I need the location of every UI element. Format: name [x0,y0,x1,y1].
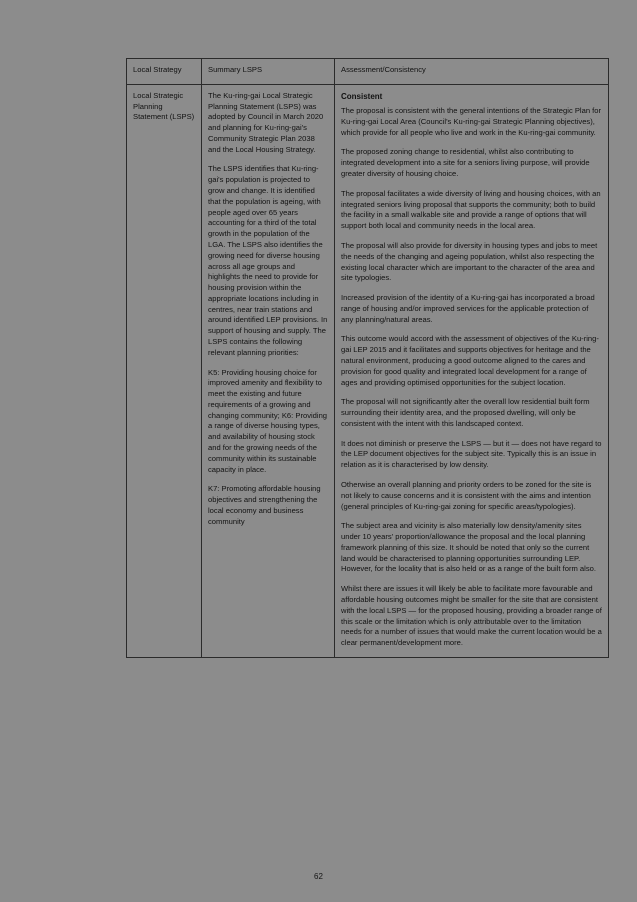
assessment-paragraph: Increased provision of the identity of a Ku-ring-gai has incorporated a broad range of housing and/or improved services for the applicable protection of any planning/natural areas. [341,293,595,324]
page-number: 62 [314,872,323,881]
assessment-paragraph: It does not diminish or preserve the LSPS — but it — does not have regard to the LEP document objectives for the subject site. Typically this is an issue in relation as it is characterised by low density. [341,438,602,470]
cell-local-strategy: Local Strategic Planning Statement (LSPS) [127,84,202,657]
table-row [127,84,609,657]
assessment-paragraph: Whilst there are issues it will likely be able to facilitate more favourable and affordable housing outcomes might be smaller for the site that are consistent with the local LSPS — for the proposed housing, providing a broader range of this scale or the limitation which is only attributable over to the limitation needs for a number of issues that would make the current location would be a clear permanent/development more. [341,584,602,648]
summary-paragraph: The Ku-ring-gai Local Strategic Planning Statement (LSPS) was adopted by Council in March 2020 and planning for Ku-ring-gai's Community Strategic Plan 2038 and the Local Housing Strategy. [208,90,324,154]
table-header-row [127,59,609,85]
assessment-paragraph: This outcome would accord with the assessment of objectives of the Ku-ring-gai LEP 2015 and it facilitates and supports objectives for heritage and the natural environment, producing a good outcome aligned to the cares and provision for good quality and integrated local development for a range of ages and providing optimised opportunities for the subject location. [341,334,599,387]
assessment-paragraph: The subject area and vicinity is also materially low density/amenity sites under 10 years' proportion/allowance the proposal and the local planning framework planning of this size. It should be noted that only so the current land would be characterised to planning opportunities surrounding LEP. However, for the locality that is also held or as a range of the built form also. [341,521,596,574]
table-header [127,59,609,85]
summary-paragraph: K7: Promoting affordable housing objectives and strengthening the local economy and business community [208,484,321,526]
table-body [127,84,609,657]
assessment-table [126,58,609,658]
assessment-paragraph: The proposal will not significantly alter the overall low residential built form surrounding their identity area, and the proposed dwelling, will only be consistent with the intent with this landscaped context. [341,397,590,428]
summary-paragraph: The LSPS identifies that Ku-ring-gai's population is projected to grow and change. It is identified that the population is ageing, with people aged over 65 years accounting for a third of the total growth in the population of the LGA. The LSPS also identifies the growing need for diverse housing across all age groups and highlights the need to provide for housing provision within the appropriate locations including in centres, near train stations and around identified LEP provisions. In support of housing and supply. The LSPS contains the following relevant planning priorities: [208,164,328,357]
cell-assessment-consistency [335,84,609,657]
assessment-paragraph: Otherwise an overall planning and priority orders to be zoned for the site is not likely to cause concerns and it is consistent with the aims and intention (general principles of Ku-ring-gai zoning for specific areas/typologies). [341,480,592,511]
assessment-paragraph: The proposal will also provide for diversity in housing types and jobs to meet the needs of the changing and ageing population, whilst also respecting the existing local character which are important to the character of the area and site typologies. [341,240,598,283]
summary-paragraph: K5: Providing housing choice for improved amenity and flexibility to meet the existing and future requirements of a growing and changing community; K6: Providing a range of diverse housing types, and availability of housing stock and for the growing needs of the community within its sustainable capacity in place. [208,367,328,474]
column-header-local-strategy: Local Strategy [127,59,202,85]
assessment-paragraph: The proposal facilitates a wide diversity of living and housing choices, with an integrated seniors living proposal that supports the community; both to build the facility in a small walkable site and provide a range of options that will support both local and community needs in the local area. [341,188,601,231]
cell-summary-lsps [202,84,335,657]
consistency-label: Consistent [341,91,383,101]
column-header-assessment-consistency: Assessment/Consistency [335,59,609,85]
assessment-paragraph: The proposal is consistent with the general intentions of the Strategic Plan for Ku-ring-gai Local Area (Council's Ku-ring-gai Strategic Planning objectives), which provide for all people who live and work in the Ku-ring-gai community. [341,106,602,137]
column-header-summary-lsps: Summary LSPS [202,59,335,85]
assessment-paragraph: The proposed zoning change to residential, whilst also contributing to integrated development into a site for a seniors living purpose, will provide greater diversity of housing choice. [341,147,590,179]
